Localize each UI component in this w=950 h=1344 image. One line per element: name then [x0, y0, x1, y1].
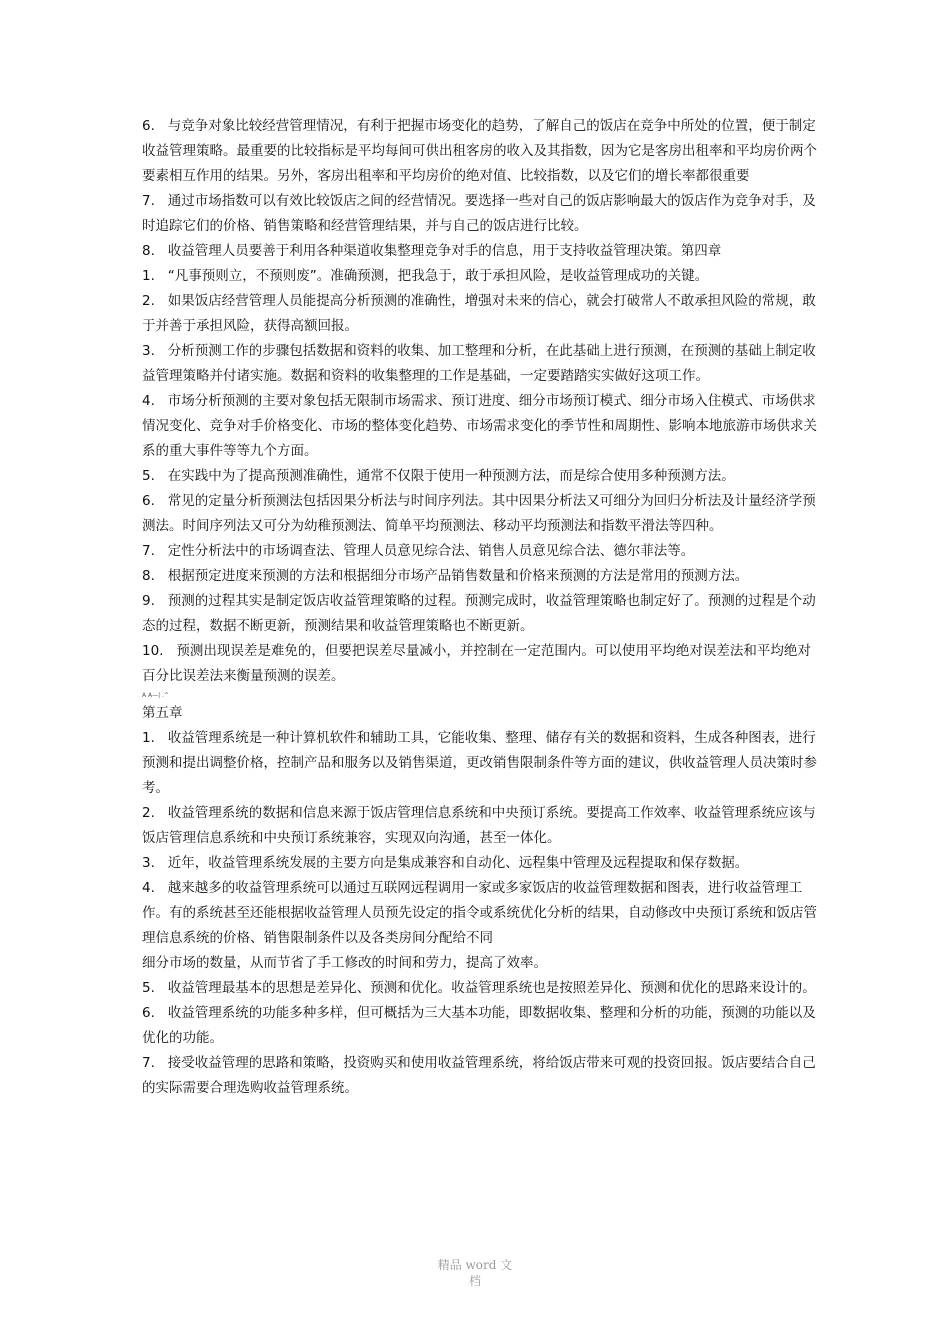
numbered-paragraph — [142, 976, 822, 1001]
paragraph-text: “凡事预则立，不预则废”。准确预测，把我急于，敢于承担风险，是收益管理成功的关键。 — [167, 268, 709, 284]
paragraph-text: 接受收益管理的思路和策略，投资购买和使用收益管理系统，将给饭店带来可观的投资回报。饭店要结合自己的实际需要合理选购收益管理系统。 — [142, 1055, 816, 1096]
paragraph-number: 9. — [142, 593, 155, 609]
numbered-paragraph — [142, 264, 822, 289]
numbered-paragraph — [142, 851, 822, 876]
paragraph-number: 6. — [142, 118, 155, 134]
paragraph-number: 1. — [142, 268, 155, 284]
chapter-heading: 第五章 — [142, 705, 183, 721]
numbered-paragraph — [142, 489, 822, 539]
paragraph-number: 8. — [142, 568, 155, 584]
numbered-paragraph — [142, 189, 822, 239]
paragraph-text: 市场分析预测的主要对象包括无限制市场需求、预订进度、细分市场预订模式、细分市场入住模式、市场供求情况变化、竞争对手价格变化、市场的整体变化趋势、市场需求变化的季节性和周期性、影响本地旅游市场供求关系的重大事件等等九个方面。 — [142, 393, 817, 459]
paragraph-text: 收益管理系统的功能多种多样，但可概括为三大基本功能，即数据收集、整理和分析的功能，预测的功能以及优化的功能。 — [142, 1005, 816, 1046]
numbered-paragraph — [142, 289, 822, 339]
paragraph-number: 7. — [142, 543, 155, 559]
numbered-paragraph — [142, 876, 822, 951]
numbered-paragraph — [142, 339, 822, 389]
paragraph-number: 7. — [142, 193, 155, 209]
paragraph-text: 收益管理最基本的思想是差异化、预测和优化。收益管理系统也是按照差异化、预测和优化的思路来设计的。 — [167, 980, 816, 996]
paragraph-number: 5. — [142, 980, 155, 996]
paragraph-text: 收益管理系统是一种计算机软件和辅助工具，它能收集、整理、储存有关的数据和资料，生成各种图表，进行预测和提出调整价格，控制产品和服务以及销售渠道，更改销售限制条件等方面的建议，供收益管理人员决策时参考。 — [142, 730, 817, 796]
numbered-paragraph — [142, 801, 822, 851]
numbered-paragraph — [142, 589, 822, 639]
footer-line-2: 档 — [468, 1274, 481, 1288]
numbered-paragraph — [142, 1051, 822, 1101]
paragraph-number: 4. — [142, 393, 155, 409]
numbered-paragraph — [142, 1001, 822, 1051]
footer-line-1: 精品 word 文 — [437, 1258, 513, 1272]
page-footer — [400, 1257, 550, 1289]
numbered-paragraph — [142, 239, 822, 264]
paragraph-text: 分析预测工作的步骤包括数据和资料的收集、加工整理和分析，在此基础上进行预测，在预测的基础上制定收益管理策略并付诸实施。数据和资料的收集整理的工作是基础，一定要踏踏实实做好这项工作。 — [142, 343, 816, 384]
paragraph-number: 10. — [142, 643, 164, 659]
document-body — [142, 114, 822, 1101]
paragraph-text: 预测的过程其实是制定饭店收益管理策略的过程。预测完成时，收益管理策略也制定好了。预测的过程是个动态的过程，数据不断更新，预测结果和收益管理策略也不断更新。 — [142, 593, 816, 634]
paragraph-number: 5. — [142, 468, 155, 484]
paragraph-text: 与竞争对象比较经营管理情况，有利于把握市场变化的趋势，了解自己的饭店在竞争中所处的位置，便于制定收益管理策略。最重要的比较指标是平均每间可供出租客房的收入及其指数，因为它是客房出租率和平均房价两个要素相互作用的结果。另外，客房出租率和平均房价的绝对值、比较指数，以及它们的增长率都很重要 — [142, 118, 817, 184]
paragraph-text: 收益管理人员要善于利用各种渠道收集整理竞争对手的信息，用于支持收益管理决策。第四章 — [167, 243, 722, 259]
small-mark: A A—| .^ — [142, 692, 169, 699]
paragraph-continuation: 细分市场的数量，从而节省了手工修改的时间和劳力，提高了效率。 — [142, 955, 547, 971]
numbered-paragraph — [142, 639, 822, 689]
paragraph-number: 6. — [142, 1005, 155, 1021]
paragraph-number: 1. — [142, 730, 155, 746]
paragraph-number: 2. — [142, 805, 155, 821]
paragraph-text: 如果饭店经营管理人员能提高分析预测的准确性，增强对未来的信心，就会打破常人不敢承担风险的常规，敢于并善于承担风险，获得高额回报。 — [142, 293, 816, 334]
paragraph-text: 近年，收益管理系统发展的主要方向是集成兼容和自动化、远程集中管理及远程提取和保存数据。 — [167, 855, 749, 871]
paragraph-text: 通过市场指数可以有效比较饭店之间的经营情况。要选择一些对自己的饭店影响最大的饭店作为竞争对手，及时追踪它们的价格、销售策略和经营管理结果，并与自己的饭店进行比较。 — [142, 193, 816, 234]
paragraph-number: 7. — [142, 1055, 155, 1071]
numbered-paragraph — [142, 539, 822, 564]
paragraph-text: 越来越多的收益管理系统可以通过互联网远程调用一家或多家饭店的收益管理数据和图表，进行收益管理工作。有的系统甚至还能根据收益管理人员预先设定的指令或系统优化分析的结果，自动修改中央预订系统和饭店管理信息系统的价格、销售限制条件以及各类房间分配给不同 — [142, 880, 817, 946]
paragraph-number: 8. — [142, 243, 155, 259]
numbered-paragraph — [142, 114, 822, 189]
numbered-paragraph — [142, 564, 822, 589]
paragraph-number: 4. — [142, 880, 155, 896]
numbered-paragraph — [142, 726, 822, 801]
paragraph-text: 常见的定量分析预测法包括因果分析法与时间序列法。其中因果分析法又可细分为回归分析法及计量经济学预测法。时间序列法又可分为幼稚预测法、简单平均预测法、移动平均预测法和指数平滑法等四种。 — [142, 493, 816, 534]
paragraph-number: 2. — [142, 293, 155, 309]
numbered-paragraph — [142, 464, 822, 489]
paragraph-number: 3. — [142, 343, 155, 359]
paragraph-text: 在实践中为了提高预测准确性，通常不仅限于使用一种预测方法，而是综合使用多种预测方法。 — [167, 468, 735, 484]
section-chapter-four — [142, 114, 822, 689]
paragraph-number: 6. — [142, 493, 155, 509]
paragraph-number: 3. — [142, 855, 155, 871]
paragraph-text: 根据预定进度来预测的方法和根据细分市场产品销售数量和价格来预测的方法是常用的预测方法。 — [167, 568, 749, 584]
numbered-paragraph — [142, 389, 822, 464]
paragraph-text: 收益管理系统的数据和信息来源于饭店管理信息系统和中央预订系统。要提高工作效率、收益管理系统应该与饭店管理信息系统和中央预订系统兼容，实现双向沟通，甚至一体化。 — [142, 805, 816, 846]
paragraph-text: 定性分析法中的市场调查法、管理人员意见综合法、销售人员意见综合法、德尔菲法等。 — [167, 543, 695, 559]
paragraph-text: 预测出现误差是难免的，但要把误差尽量减小，并控制在一定范围内。可以使用平均绝对误差法和平均绝对百分比误差法来衡量预测的误差。 — [142, 643, 811, 684]
section-chapter-five — [142, 726, 822, 1101]
